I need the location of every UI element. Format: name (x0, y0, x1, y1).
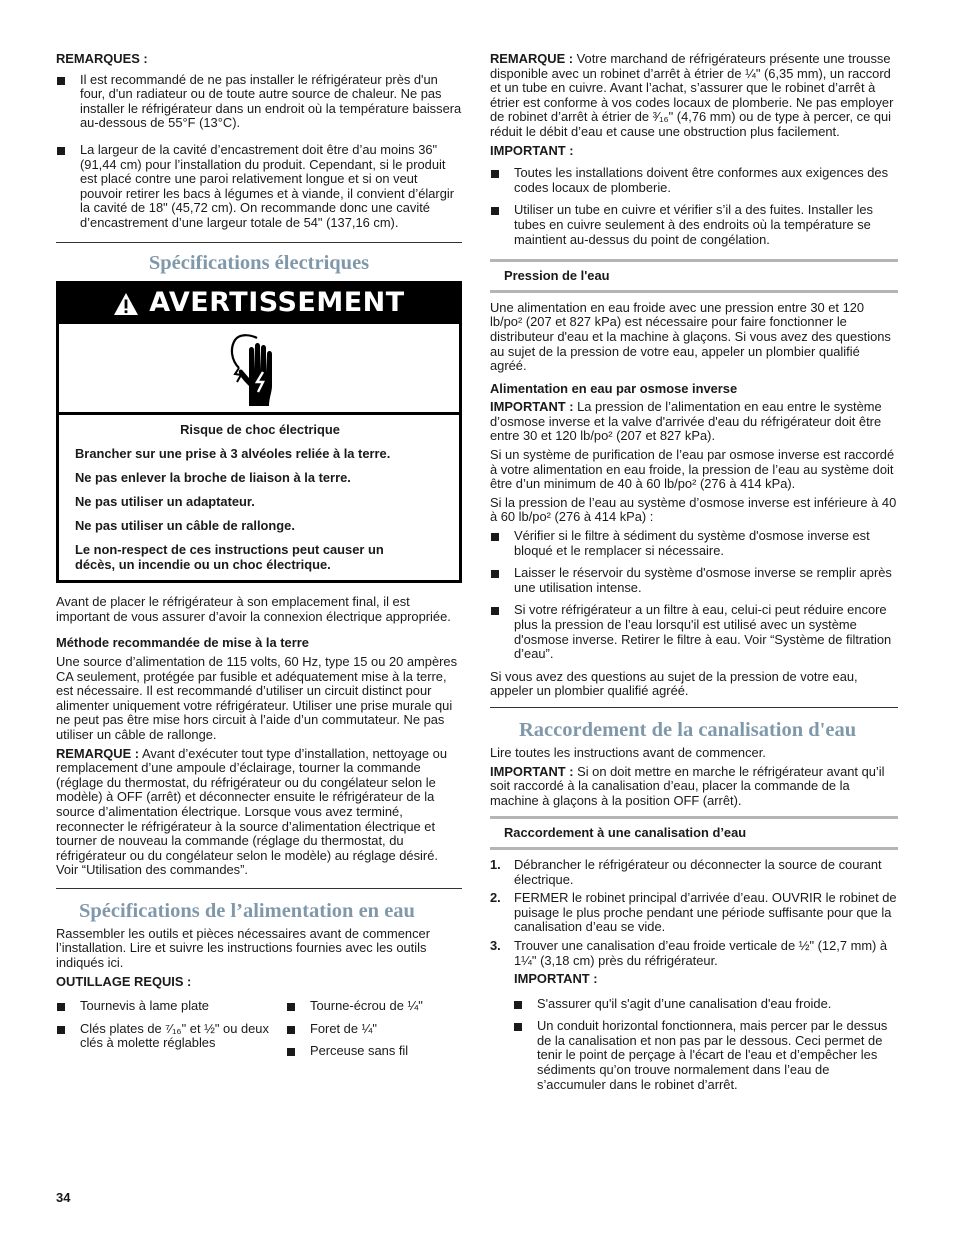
step-number: 3. (490, 937, 501, 953)
tools-column-1 (56, 999, 286, 1059)
osmose-important-label: IMPORTANT : (490, 399, 574, 415)
step-number: 1. (490, 856, 501, 872)
step-text: Débrancher le réfrigérateur ou déconnecter la source de courant électrique. (514, 856, 882, 887)
tool-item: Tourne-écrou de ¼" (286, 999, 462, 1014)
important-label: IMPORTANT : (490, 142, 574, 158)
warning-box (56, 281, 462, 584)
connect-important-label: IMPORTANT : (490, 763, 574, 779)
warning-body (59, 415, 459, 581)
electrical-intro: Avant de placer le réfrigérateur à son emplacement final, il est important de vous assurer d’avoir la connexion électrique appropriée. (56, 594, 451, 624)
subsection-title-connection: Raccordement à une canalisation d’eau (490, 816, 898, 850)
tools-list (56, 999, 462, 1059)
tool-item: Clés plates de ⁷⁄₁₆" et ½" ou deux clés à molette réglables (56, 1022, 286, 1051)
step-item (490, 891, 898, 935)
step-item (490, 939, 898, 968)
important-item: Toutes les installations doivent être conformes aux exigences des codes locaux de plomberie. (490, 166, 898, 195)
osmose-important-text: La pression de l’alimentation en eau entre le système d’osmose inverse et la valve d'arrivée d'eau du réfrigérateur doit être entre 30 et 120 lb/po² (207 et 827 kPa). (490, 399, 882, 444)
osmose-end: Si vous avez des questions au sujet de la pression de votre eau, appeler un plombier qualifié agréé. (490, 668, 858, 699)
grounding-title: Méthode recommandée de mise à la terre (56, 635, 309, 651)
osmose-paragraph: Si la pression de l’eau au système d’osmose inverse est inférieure à 40 à 60 lb/po² (276 à 414 kPa) : (490, 494, 897, 525)
osmose-item: Vérifier si le filtre à sédiment du système d'osmose inverse est bloqué et le remplacer si nécessaire. (490, 529, 898, 558)
osmose-important (490, 400, 898, 444)
section-divider (490, 707, 898, 708)
warning-icon-area (59, 324, 459, 415)
subsection-title-pressure: Pression de l'eau (490, 259, 898, 293)
warning-header (59, 284, 459, 324)
tool-item: Tournevis à lame plate (56, 999, 286, 1014)
important-item: Utiliser un tube en cuivre et vérifier s’il a des fuites. Installer les tubes en cuivre seulement à des endroits où la température se maintient au-dessus du point de congélation. (490, 203, 898, 247)
pressure-text: Une alimentation en eau froide avec une pression entre 30 et 120 lb/po² (207 et 827 kPa) est nécessaire pour faire fonctionner le distributeur d'eau et la machine à glaçons. Si vous avez des questions au sujet de la pression de votre eau, appeler un plombier qualifié agréé. (490, 299, 891, 374)
connect-important-text: Si on doit mettre en marche le réfrigérateur avant qu’il soit raccordé à la canalisation d’eau, placer la commande de la machine à glaçons à la position OFF (arrêt). (490, 763, 885, 808)
osmose-paragraph: Si un système de purification de l’eau par osmose inverse est raccordé à votre alimentation en eau froide, la pression de l’eau au système doit être d’un minimum de 40 à 60 lb/po² (276 à 414 kPa). (490, 447, 895, 492)
water-intro: Rassembler les outils et pièces nécessaires avant de commencer l’installation. Lire et suivre les instructions fournies avec les outils indiqués ici. (56, 925, 430, 971)
warning-line: Ne pas utiliser un câble de rallonge. (75, 517, 295, 533)
step-item (490, 858, 898, 887)
tool-item: Perceuse sans fil (286, 1044, 462, 1059)
osmose-item: Laisser le réservoir du système d'osmose inverse se remplir après une utilisation intense. (490, 566, 898, 595)
remarques-label: REMARQUES : (56, 51, 148, 66)
section-title-water-connection: Raccordement de la canalisation d'eau (519, 718, 857, 741)
remarque-item-2: La largeur de la cavité d’encastrement doit être d’au moins 36" (91,44 cm) pour l’installation du produit. Cependant, si le produit est placé contre une paroi relativement longue et si on veut pouvoir retirer les bacs à légumes et à viande, il convient d’élargir la cavité de 18" (45,72 cm). On recommande donc une cavité d’encastrement d’une largeur totale de 54" (137,16 cm). (56, 143, 462, 231)
section-title-water-supply: Spécifications de l’alimentation en eau (79, 899, 415, 922)
right-column (490, 52, 898, 1092)
step-number: 2. (490, 890, 501, 906)
remarque-text: Votre marchand de réfrigérateurs présente une trousse disponible avec un robinet d’arrêt à étrier de ¼" (6,35 mm), un raccord et un tube en cuivre. Avant l’achat, s’assurer que le robinet d’arrêt à étrier est conforme à vos codes locaux de plomberie. Ne pas employer de robinet d’arrêt à étrier de ³⁄₁₆" (4,76 mm) ou de type à percer, ce qui réduit le débit d’eau et cause une obstruction plus facilement. (490, 51, 894, 139)
step-text: Trouver une canalisation d’eau froide verticale de ½" (12,7 mm) à 1¼" (3,18 cm) près du réfrigérateur. (514, 937, 888, 968)
warning-title: AVERTISSEMENT (149, 287, 405, 319)
warning-line-consequence: Le non-respect de ces instructions peut causer un décès, un incendie ou un choc électrique. (75, 542, 384, 572)
warning-line-risk: Risque de choc électrique (180, 421, 340, 437)
grounding-text: Une source d’alimentation de 115 volts, 60 Hz, type 15 ou 20 ampères CA seulement, protégée par fusible et adéquatement mise à la terre, est nécessaire. Il est recommandé d’utiliser un circuit distinct pour alimenter uniquement votre réfrigérateur. Utiliser une prise murale qui ne peut pas être mise hors circuit à l’aide d’un commutateur. Ne pas utiliser un câble de rallonge. (56, 653, 458, 742)
remarque-text: Avant d’exécuter tout type d’installation, nettoyage ou remplacement d’une ampoule d’éclairage, tourner la commande (réglage du thermostat, du réfrigérateur ou du congélateur selon le modèle) à OFF (arrêt) et déconnecter ensuite le réfrigérateur de la source d’alimentation électrique. Lorsque vous avez terminé, reconnecter le réfrigérateur à la source d’alimentation électrique et tourner de nouveau la commande (réglage du thermostat, du réfrigérateur ou du congélateur selon le modèle) au réglage désiré. Voir “Utilisation des commandes”. (56, 745, 447, 878)
step3-item: S'assurer qu'il s'agit d’une canalisation d'eau froide. (490, 997, 898, 1012)
step-text: FERMER le robinet principal d’arrivée d’eau. OUVRIR le robinet de puisage le plus proche pendant une période suffisante pour que la canalisation d’eau se vide. (514, 890, 897, 935)
step3-item: Un conduit horizontal fonctionnera, mais percer par le dessus de la canalisation et non pas par le dessous. Ceci permet de tenir le point de perçage à l'écart de l'eau et d’empêcher les sédiments qu’on trouve normalement dans l’eau de s’accumuler dans le robinet d’arrêt. (490, 1019, 898, 1092)
connect-intro: Lire toutes les instructions avant de commencer. (490, 744, 766, 760)
warning-triangle-icon (113, 292, 139, 316)
remarque-item-1: Il est recommandé de ne pas installer le réfrigérateur près d'un four, d'un radiateur ou de toute autre source de chaleur. Ne pas installer le réfrigérateur dans un endroit où la température baissera au-dessous de 55°F (13°C). (56, 73, 462, 131)
warning-line: Ne pas utiliser un adaptateur. (75, 493, 255, 509)
section-divider (56, 242, 462, 243)
remarque-paragraph (490, 52, 898, 140)
tool-item: Foret de ¼" (286, 1022, 462, 1037)
page-number: 34 (56, 1190, 71, 1205)
warning-line: Ne pas enlever la broche de liaison à la terre. (75, 469, 351, 485)
remarque-label: REMARQUE : (490, 51, 574, 66)
remarque-label: REMARQUE : (56, 745, 140, 761)
step3-important-label: IMPORTANT : (514, 971, 598, 987)
warning-line: Brancher sur une prise à 3 alvéoles reliée à la terre. (75, 445, 391, 461)
section-divider (56, 888, 462, 889)
connect-important (490, 765, 898, 809)
section-title-electrical: Spécifications électriques (148, 251, 370, 274)
left-column (56, 52, 462, 1059)
remarque-paragraph (56, 747, 462, 878)
tools-column-2 (286, 999, 462, 1059)
tools-label: OUTILLAGE REQUIS : (56, 973, 192, 989)
osmose-item: Si votre réfrigérateur a un filtre à eau, celui-ci peut réduire encore plus la pression de l’eau lorsqu'il est utilisé avec un système d'osmose inverse. Retirer le filtre à eau. Voir “Système de filtration d’eau”. (490, 603, 898, 661)
osmose-title: Alimentation en eau par osmose inverse (490, 380, 738, 396)
electrical-shock-hand-icon (227, 328, 291, 408)
